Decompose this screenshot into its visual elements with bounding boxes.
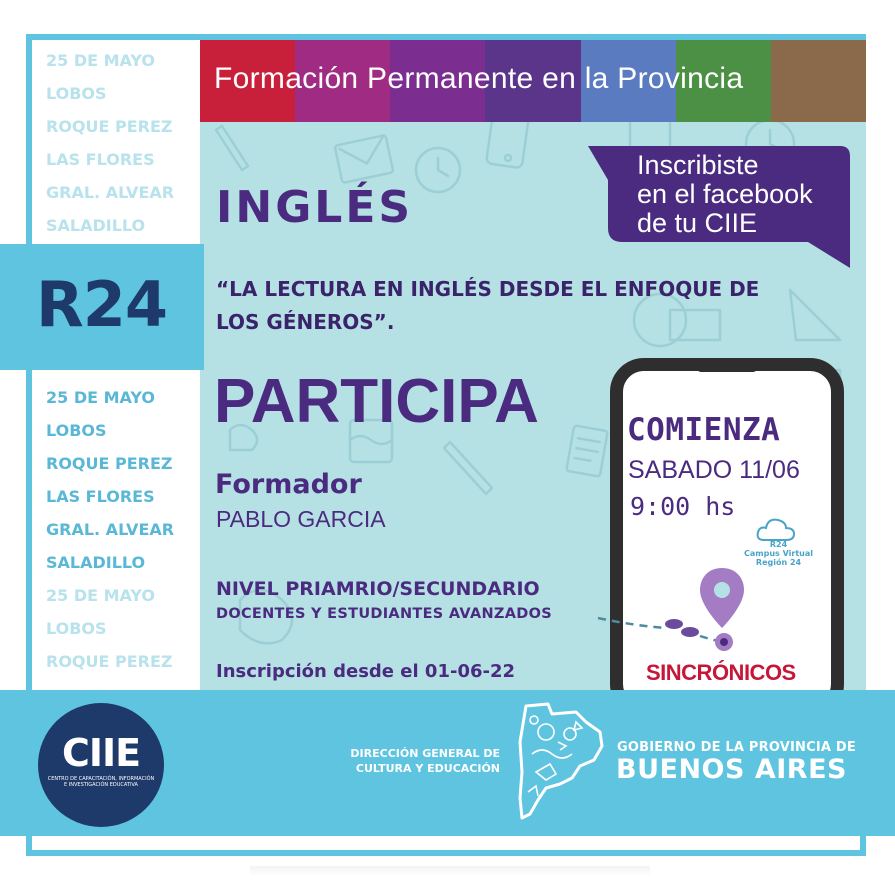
header-title: Formación Permanente en la Provincia — [214, 62, 744, 95]
campus-line: Región 24 — [755, 558, 802, 567]
comienza-label: COMIENZA — [627, 412, 781, 448]
city-list-top — [46, 44, 174, 242]
city-item: LOBOS — [46, 421, 107, 440]
city-item: 25 DE MAYO — [46, 51, 156, 70]
phone-notch — [697, 364, 757, 374]
modalidad-label: SINCRÓNICOS — [646, 660, 796, 685]
campus-line: Campus Virtual — [744, 549, 813, 558]
province-map-icon — [516, 702, 606, 820]
nivel-text: NIVEL PRIAMRIO/SECUNDARIO — [216, 578, 540, 600]
city-item: SALADILLO — [46, 553, 146, 572]
region-code: R24 — [36, 268, 168, 341]
city-item: 25 DE MAYO — [46, 586, 156, 605]
ciie-logo-text: CIIE — [61, 731, 141, 775]
city-list-bottom — [46, 381, 174, 678]
course-title: “LA LECTURA EN INGLÉS DESDE EL ENFOQUE DE LOS GÉNEROS”. — [216, 277, 760, 334]
city-item: LOBOS — [46, 84, 107, 103]
stripe — [771, 40, 866, 122]
gobierno-label: GOBIERNO DE LA PROVINCIA DE — [617, 740, 856, 755]
participa-heading: PARTICIPA — [214, 367, 539, 436]
bottom-shadow — [250, 866, 650, 876]
campus-line: R24 — [769, 540, 788, 549]
city-item: LOBOS — [46, 619, 107, 638]
city-item: LAS FLORES — [46, 150, 155, 169]
start-date: SABADO 11/06 — [628, 456, 800, 484]
ciie-logo-subtitle: CENTRO DE CAPACITACIÓN, INFORMACIÓN E INVESTIGACIÓN EDUCATIVA — [47, 776, 155, 788]
audience-text: DOCENTES Y ESTUDIANTES AVANZADOS — [216, 606, 552, 622]
city-item: ROQUE PEREZ — [46, 652, 173, 671]
inscripcion-text: Inscripción desde el 01-06-22 — [216, 661, 516, 682]
location-path-icon — [596, 566, 856, 656]
city-item: ROQUE PEREZ — [46, 454, 173, 473]
city-item: GRAL. ALVEAR — [46, 183, 175, 202]
city-item: ROQUE PEREZ — [46, 117, 173, 136]
city-item: LAS FLORES — [46, 487, 155, 506]
course-subject: INGLÉS — [216, 182, 414, 233]
formador-label: Formador — [215, 469, 362, 500]
buenos-aires-label: BUENOS AIRES — [616, 754, 847, 785]
start-time: 9:00 hs — [630, 492, 736, 521]
city-item: 25 DE MAYO — [46, 388, 156, 407]
city-item: GRAL. ALVEAR — [46, 520, 175, 539]
facebook-ribbon-text: Inscribiste en el facebook de tu CIIE — [637, 150, 813, 238]
formador-name: PABLO GARCIA — [216, 506, 386, 532]
city-item: SALADILLO — [46, 216, 146, 235]
campus-virtual-badge — [744, 540, 813, 567]
dgce-text: DIRECCIÓN GENERAL DE CULTURA Y EDUCACIÓN — [350, 747, 500, 775]
